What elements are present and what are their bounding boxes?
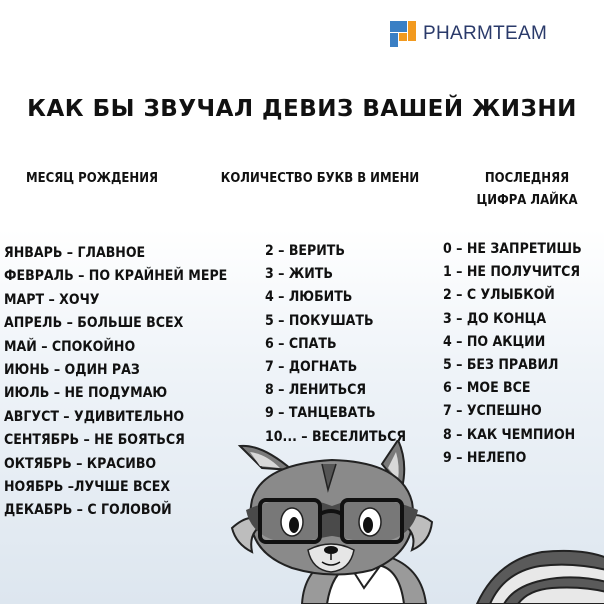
list-item: ИЮЛЬ – НЕ ПОДУМАЮ <box>4 385 168 402</box>
list-item: ИЮНЬ – ОДИН РАЗ <box>4 361 140 378</box>
digit-column-header <box>462 168 592 212</box>
page-title: КАК БЫ ЗВУЧАЛ ДЕВИЗ ВАШЕЙ ЖИЗНИ <box>27 96 577 122</box>
list-item: 2 – С УЛЫБКОЙ <box>443 287 555 304</box>
list-item: ДЕКАБРЬ – С ГОЛОВОЙ <box>4 502 172 519</box>
list-item: 1 – НЕ ПОЛУЧИТСЯ <box>443 264 581 281</box>
raccoon-with-glasses-icon <box>222 440 604 604</box>
list-item: АПРЕЛЬ – БОЛЬШЕ ВСЕХ <box>4 315 184 332</box>
list-item: 3 – ЖИТЬ <box>265 266 333 283</box>
list-item: 0 – НЕ ЗАПРЕТИШЬ <box>443 241 582 257</box>
list-item: 10... – ВЕСЕЛИТЬСЯ <box>265 428 407 445</box>
pharmteam-logo-icon <box>388 19 418 49</box>
list-item: 8 – КАК ЧЕМПИОН <box>443 426 576 443</box>
list-item: ОКТЯБРЬ – КРАСИВО <box>4 455 157 472</box>
month-list <box>4 242 227 523</box>
digit-header-line2: ЦИФРА ЛАЙКА <box>476 193 578 208</box>
list-item: СЕНТЯБРЬ – НЕ БОЯТЬСЯ <box>4 432 185 449</box>
list-item: АВГУСТ – УДИВИТЕЛЬНО <box>4 408 185 425</box>
list-item: 7 – ДОГНАТЬ <box>265 358 358 375</box>
letters-list <box>265 240 406 449</box>
digit-list <box>443 238 582 470</box>
list-item: 5 – БЕЗ ПРАВИЛ <box>443 356 559 373</box>
digit-header-line1: ПОСЛЕДНЯЯ <box>484 171 570 186</box>
list-item: МАРТ – ХОЧУ <box>4 291 100 308</box>
brand-logo <box>388 18 547 50</box>
brand-name: PHARMTEAM <box>423 23 548 44</box>
letters-column-header: КОЛИЧЕСТВО БУКВ В ИМЕНИ <box>220 171 420 186</box>
list-item: МАЙ – СПОКОЙНО <box>4 338 136 355</box>
list-item: 6 – СПАТЬ <box>265 335 337 352</box>
month-column-header: МЕСЯЦ РОЖДЕНИЯ <box>26 171 158 186</box>
list-item: 7 – УСПЕШНО <box>443 403 542 420</box>
list-item: ФЕВРАЛЬ – ПО КРАЙНЕЙ МЕРЕ <box>4 268 228 285</box>
list-item: НОЯБРЬ –ЛУЧШЕ ВСЕХ <box>4 478 171 495</box>
list-item: 9 – НЕЛЕПО <box>443 449 527 466</box>
list-item: 5 – ПОКУШАТЬ <box>265 312 374 329</box>
list-item: 4 – ЛЮБИТЬ <box>265 289 353 306</box>
list-item: 4 – ПО АКЦИИ <box>443 333 546 350</box>
list-item: 6 – МОЕ ВСЕ <box>443 380 531 397</box>
list-item: ЯНВАРЬ – ГЛАВНОЕ <box>4 245 146 261</box>
list-item: 3 – ДО КОНЦА <box>443 310 547 327</box>
list-item: 8 – ЛЕНИТЬСЯ <box>265 382 367 399</box>
list-item: 9 – ТАНЦЕВАТЬ <box>265 405 376 422</box>
list-item: 2 – ВЕРИТЬ <box>265 243 345 259</box>
